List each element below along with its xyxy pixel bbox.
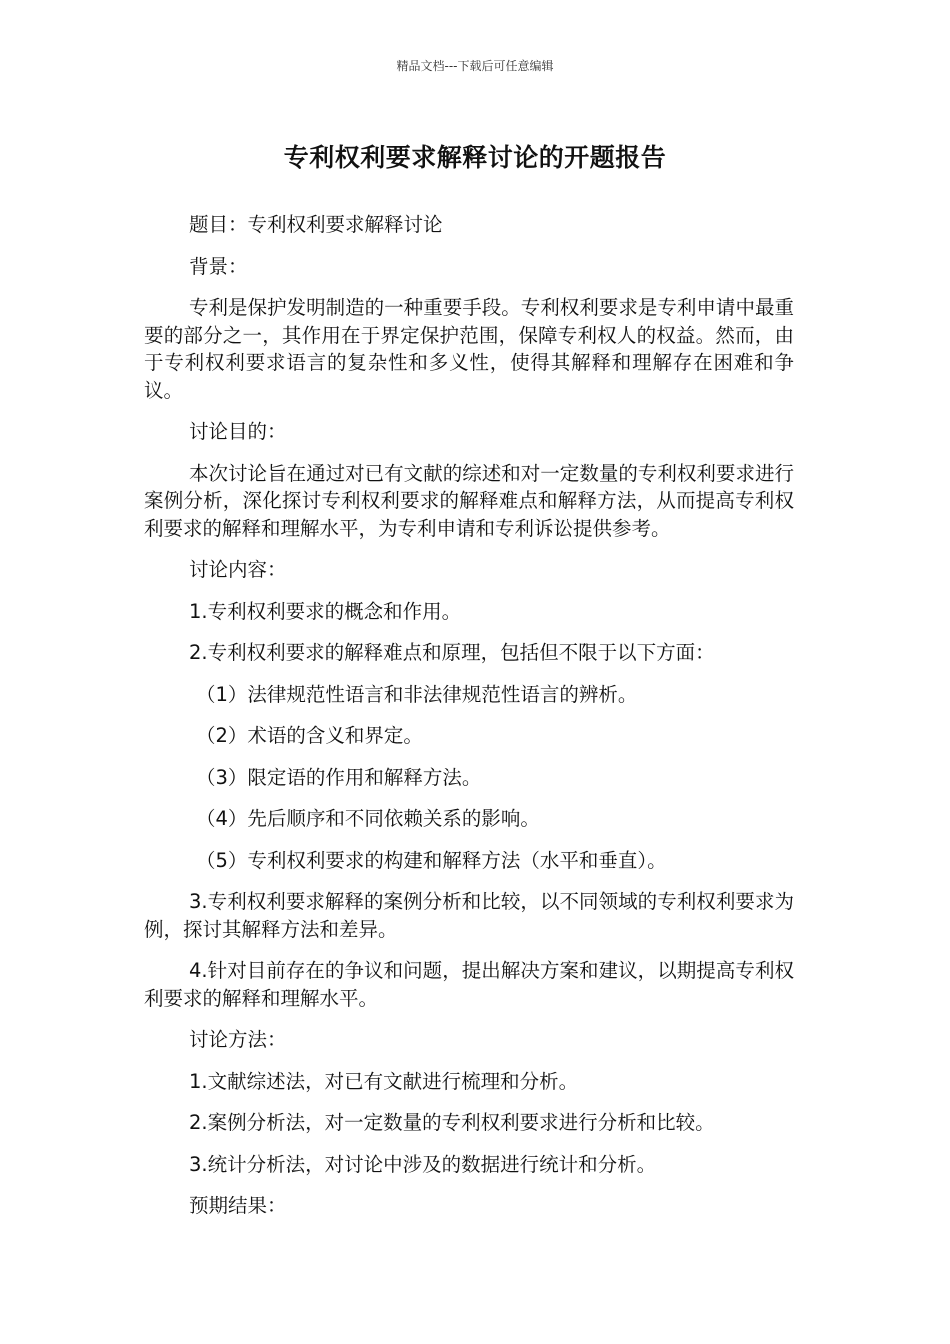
method-heading: 讨论方法： [189,1028,287,1051]
sub-item-1: （1）法律规范性语言和非法律规范性语言的辨析。 [196,682,638,706]
content-item-3: 3.专利权利要求解释的案例分析和比较，以不同领域的专利权利要求为例，探讨其解释方法和差异。 [144,890,794,941]
method-item-1: 1.文献综述法，对已有文献进行梳理和分析。 [189,1069,579,1093]
method-item-3: 3.统计分析法，对讨论中涉及的数据进行统计和分析。 [189,1152,657,1176]
purpose-paragraph: 本次讨论旨在通过对已有文献的综述和对一定数量的专利权利要求进行案例分析，深化探讨专利权利要求的解释难点和解释方法，从而提高专利权利要求的解释和理解水平，为专利申请和专利诉讼提供参考。 [144,461,794,540]
sub-item-5: （5）专利权利要求的构建和解释方法（水平和垂直）。 [196,848,667,872]
sub-item-2: （2）术语的含义和界定。 [196,724,423,747]
method-item-2: 2.案例分析法，对一定数量的专利权利要求进行分析和比较。 [189,1111,715,1134]
topic-line: 题目：专利权利要求解释讨论 [189,213,443,236]
purpose-heading: 讨论目的： [189,420,287,443]
expected-heading: 预期结果： [189,1194,287,1217]
content-heading: 讨论内容： [189,558,287,581]
header-note: 精品文档---下载后可任意编辑 [396,59,554,73]
background-paragraph: 专利是保护发明制造的一种重要手段。专利权利要求是专利申请中最重要的部分之一，其作用在于界定保护范围，保障专利权人的权益。然而，由于专利权利要求语言的复杂性和多义性，使得其解释和理解存在困难和争议。 [144,296,794,402]
background-heading: 背景： [189,254,248,278]
document-body [144,211,794,1234]
content-item-1: 1.专利权利要求的概念和作用。 [189,599,462,623]
content-item-2: 2.专利权利要求的解释难点和原理，包括但不限于以下方面： [189,641,715,664]
content-item-4: 4.针对目前存在的争议和问题，提出解决方案和建议，以期提高专利权利要求的解释和理解水平。 [144,959,794,1010]
document-title: 专利权利要求解释讨论的开题报告 [283,143,667,172]
sub-item-3: （3）限定语的作用和解释方法。 [196,765,482,789]
sub-item-4: （4）先后顺序和不同依赖关系的影响。 [196,807,540,830]
